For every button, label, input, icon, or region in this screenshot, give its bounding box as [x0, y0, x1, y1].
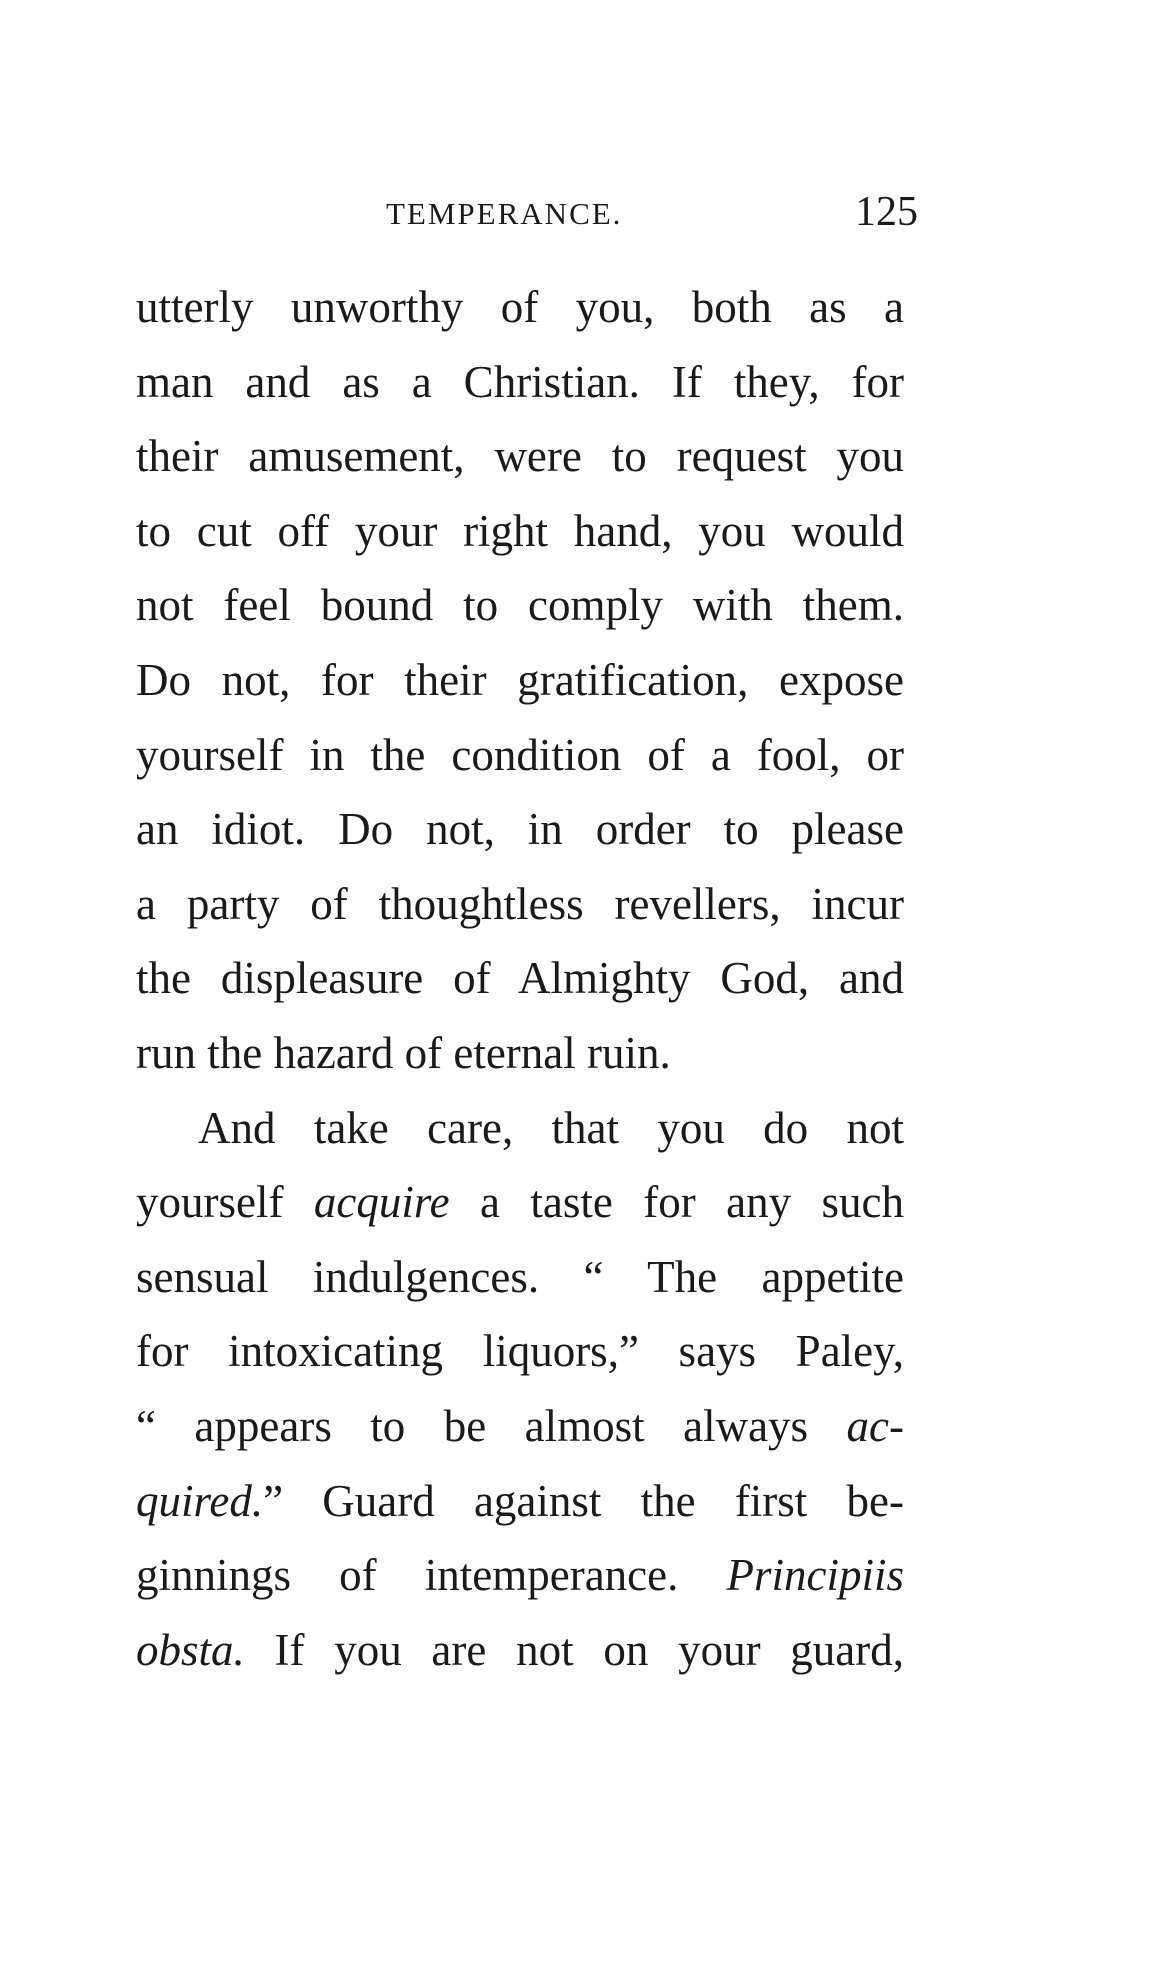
italic-run: quired.: [136, 1475, 264, 1526]
italic-run: Principiis: [726, 1550, 904, 1601]
paragraph-2: [136, 1091, 904, 1688]
text-run: yourself: [136, 1177, 314, 1228]
text-line: [136, 1314, 904, 1389]
italic-run: ac-: [846, 1400, 904, 1451]
text-run: ” Guard against the first be-: [263, 1475, 904, 1526]
text-line: Do not, for their gratification, expose: [136, 654, 904, 705]
text-run: for intoxicating liquors,” says Paley,: [136, 1326, 904, 1377]
text-run: ginnings of intemperance.: [136, 1550, 727, 1601]
text-line: a party of thoughtless revellers, incur: [136, 878, 904, 929]
text-run: a taste for any such: [449, 1177, 904, 1228]
text-line: [136, 1613, 904, 1688]
text-line: [136, 1165, 904, 1240]
text-line: run the hazard of eternal ruin.: [136, 1027, 671, 1078]
text-line: [136, 1538, 904, 1613]
italic-run: acquire: [313, 1177, 450, 1228]
body-text: [136, 270, 904, 1687]
text-line: the displeasure of Almighty God, and: [136, 953, 904, 1004]
text-line: to cut off your right hand, you would: [136, 505, 904, 556]
text-line: yourself in the condition of a fool, or: [136, 729, 904, 780]
text-line: [136, 1091, 904, 1166]
text-line: [136, 1240, 904, 1315]
page-number: 125: [855, 189, 918, 235]
text-line: [136, 1464, 904, 1539]
text-line: an idiot. Do not, in order to please: [136, 804, 904, 855]
text-line: utterly unworthy of you, both as a: [136, 282, 904, 332]
paragraph-1: [136, 270, 904, 1091]
italic-run: obsta.: [136, 1624, 245, 1675]
text-line: their amusement, were to request you: [136, 431, 904, 482]
text-run: If you are not on your guard,: [244, 1624, 904, 1675]
text-run: “ appears to be almost always: [136, 1400, 847, 1451]
text-run: sensual indulgences. “ The appetite: [136, 1251, 904, 1302]
running-head: TEMPERANCE.: [386, 196, 623, 231]
text-run: And take care, that you do not: [198, 1102, 904, 1153]
text-line: man and as a Christian. If they, for: [136, 356, 904, 407]
text-line: [136, 1389, 904, 1464]
text-line: not feel bound to comply with them.: [136, 580, 904, 631]
